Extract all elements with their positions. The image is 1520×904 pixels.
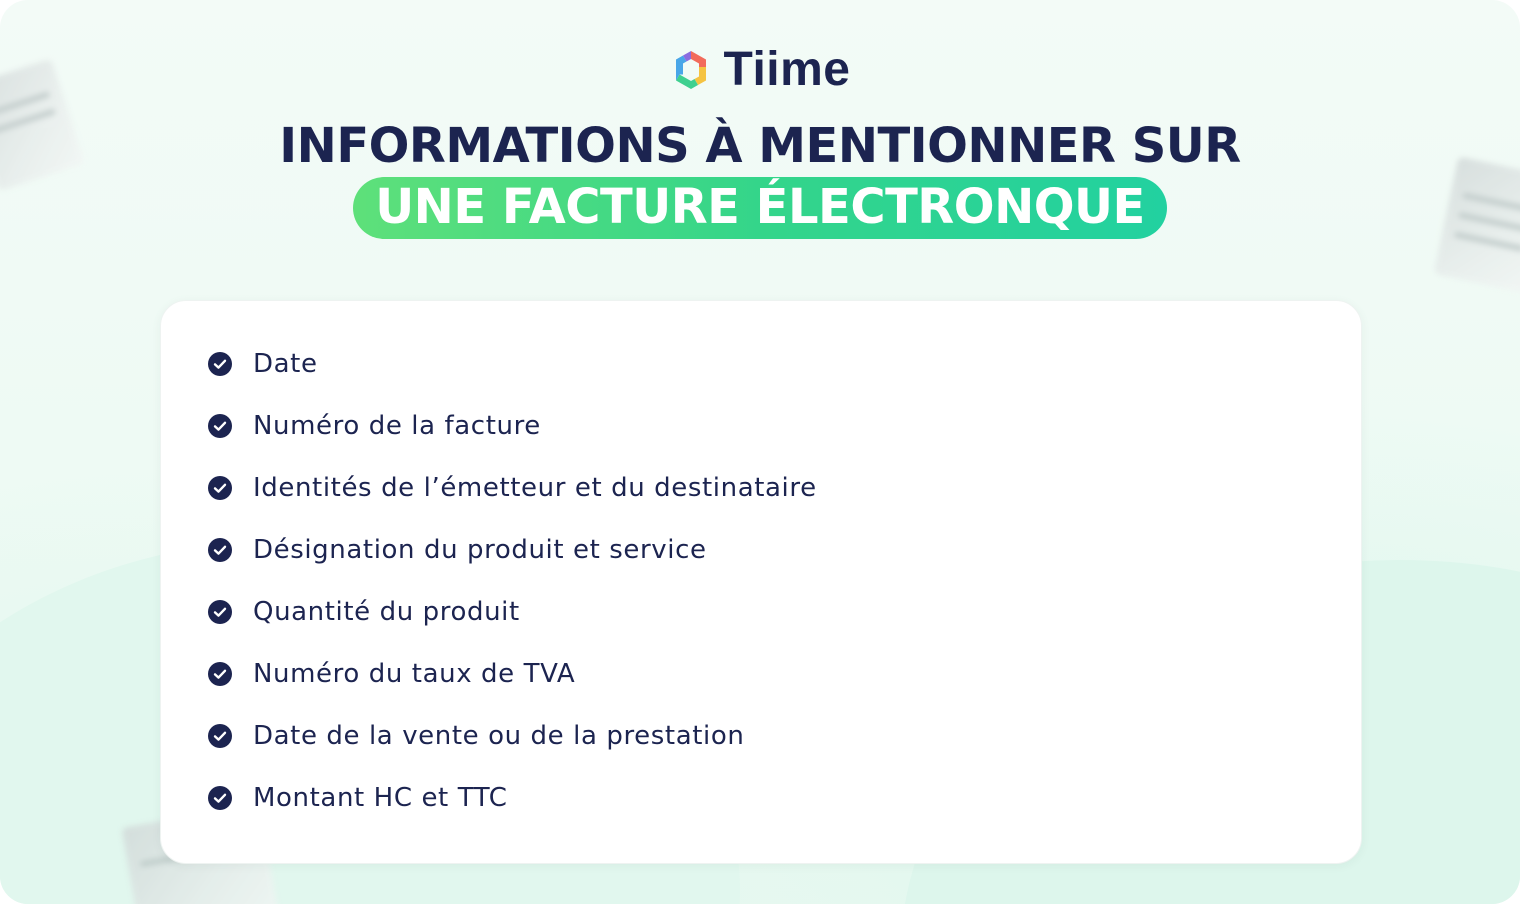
checklist-item	[207, 457, 1361, 519]
headline-line-1: INFORMATIONS À MENTIONNER SUR	[279, 118, 1241, 174]
checklist-item	[207, 395, 1361, 457]
checklist-item	[207, 333, 1361, 395]
brand-logo	[0, 43, 1520, 96]
hexagon-logo-icon	[670, 47, 712, 93]
checklist-item-label: Montant HC et TTC	[253, 783, 508, 813]
check-circle-icon	[207, 599, 233, 625]
check-circle-icon	[207, 475, 233, 501]
brand-name: Tiime	[723, 43, 851, 96]
checklist-item-label: Numéro de la facture	[253, 411, 541, 441]
checklist-item	[207, 705, 1361, 767]
headline-highlight-wrap	[0, 177, 1520, 239]
checklist-card	[160, 300, 1362, 864]
checklist-item	[207, 519, 1361, 581]
checklist-item-label: Numéro du taux de TVA	[253, 659, 576, 689]
check-circle-icon	[207, 723, 233, 749]
headline-line-2-highlight: UNE FACTURE ÉLECTRONQUE	[353, 177, 1167, 239]
checklist-item-label: Identités de l’émetteur et du destinataire	[253, 473, 817, 503]
checklist-item	[207, 767, 1361, 829]
check-circle-icon	[207, 785, 233, 811]
check-circle-icon	[207, 661, 233, 687]
checklist-item	[207, 643, 1361, 705]
checklist-item-label: Quantité du produit	[253, 597, 520, 627]
checklist-item-label: Date de la vente ou de la prestation	[253, 721, 745, 751]
checklist	[161, 301, 1361, 829]
checklist-item-label: Date	[253, 349, 318, 379]
check-circle-icon	[207, 413, 233, 439]
check-circle-icon	[207, 351, 233, 377]
checklist-item-label: Désignation du produit et service	[253, 535, 707, 565]
checklist-item	[207, 581, 1361, 643]
check-circle-icon	[207, 537, 233, 563]
